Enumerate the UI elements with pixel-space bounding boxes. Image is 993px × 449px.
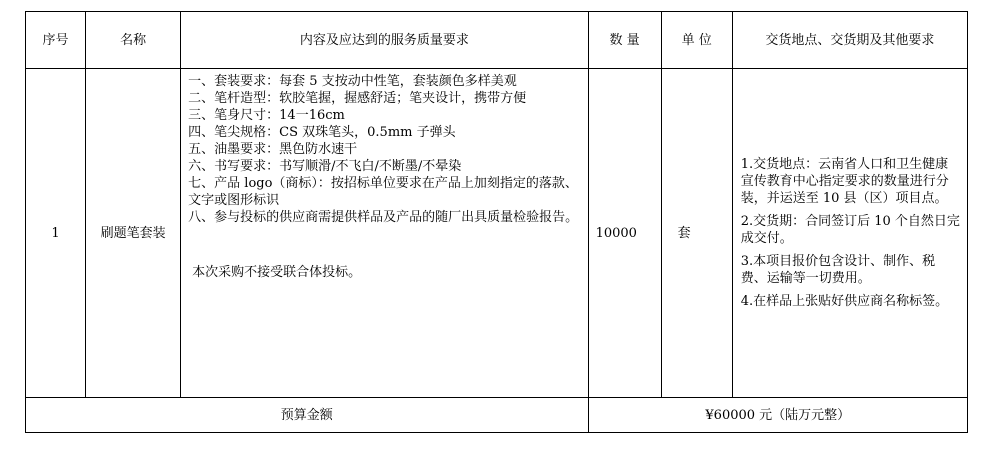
- requirement-line: 四、笔尖规格：CS 双珠笔头，0.5mm 子弹头: [188, 125, 456, 140]
- item-unit: 套: [661, 69, 732, 398]
- delivery-item: 4.在样品上张贴好供应商名称标签。: [740, 294, 949, 309]
- header-row: [26, 12, 968, 69]
- item-row: [26, 69, 968, 398]
- delivery-item: 1.交货地点：云南省人口和卫生健康宣传教育中心指定要求的数量进行分装，并运送至 10 县（区）项目点。: [740, 157, 949, 206]
- joint-bid-note: 本次采购不接受联合体投标。: [192, 265, 362, 280]
- item-name: 刷题笔套装: [86, 69, 181, 398]
- delivery-item: 3.本项目报价包含设计、制作、税费、运输等一切费用。: [740, 254, 936, 286]
- header-quantity: 数 量: [588, 12, 661, 69]
- budget-row: [26, 398, 968, 433]
- requirement-line: 一、套装要求：每套 5 支按动中性笔，套装颜色多样美观: [188, 74, 517, 89]
- item-requirements: [181, 69, 588, 398]
- item-seq: 1: [26, 69, 86, 398]
- procurement-spec-table: [25, 11, 968, 433]
- requirement-line: 七、产品 logo（商标）：按招标单位要求在产品上加刻指定的落款、文字或图形标识: [188, 176, 578, 208]
- requirement-line: 六、书写要求：书写顺滑/不飞白/不断墨/不晕染: [188, 159, 462, 174]
- item-quantity: 10000: [588, 69, 661, 398]
- requirement-line: 二、笔杆造型：软胶笔握，握感舒适；笔夹设计，携带方便: [188, 91, 527, 106]
- budget-amount: ¥60000 元（陆万元整）: [588, 398, 967, 433]
- requirement-line: 三、笔身尺寸：14一16cm: [188, 108, 345, 123]
- budget-label: 预算金额: [26, 398, 589, 433]
- header-delivery: 交货地点、交货期及其他要求: [732, 12, 967, 69]
- item-delivery: [732, 69, 967, 398]
- header-seq: 序号: [26, 12, 86, 69]
- requirement-line: 八、参与投标的供应商需提供样品及产品的随厂出具质量检验报告。: [188, 210, 579, 225]
- delivery-item: 2.交货期：合同签订后 10 个自然日完成交付。: [740, 214, 960, 246]
- requirement-line: 五、油墨要求：黑色防水速干: [188, 142, 358, 157]
- header-unit: 单 位: [661, 12, 732, 69]
- header-requirements: 内容及应达到的服务质量要求: [181, 12, 588, 69]
- header-name: 名称: [86, 12, 181, 69]
